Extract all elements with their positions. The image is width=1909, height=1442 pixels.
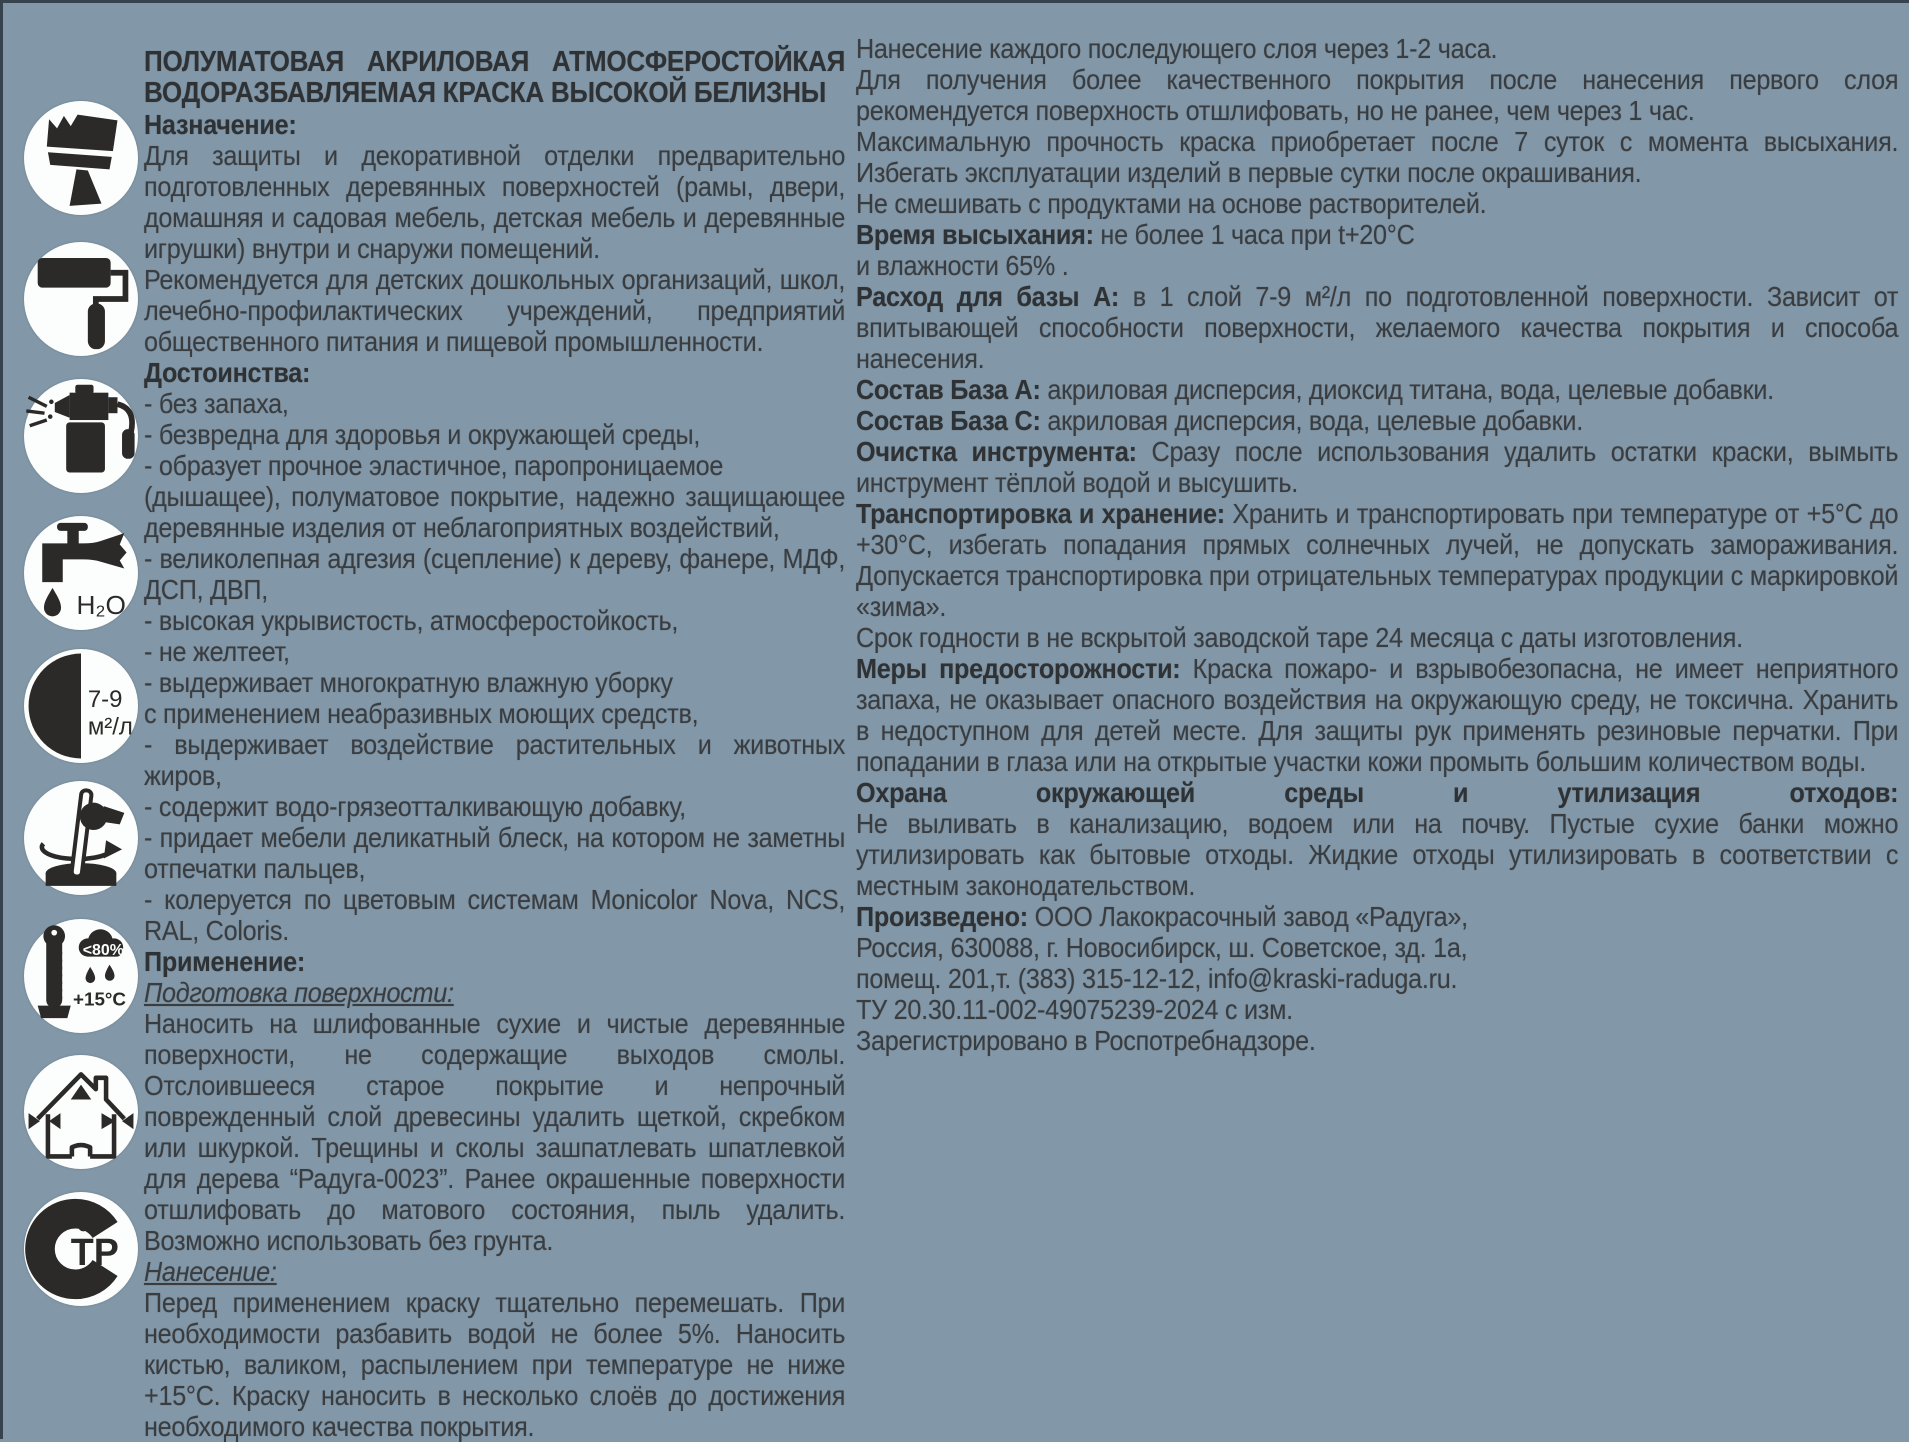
precautions: Меры предосторожности: Краска пожаро- и взрывобезопасна, не имеет неприятного запаха, не оказывает опасного воздействия на окружающую среду, не токсична. Хранить в недоступном для детей месте. Для защиты рук применять резиновые перчатки. При попадании в глаза или на открытые участки кожи промыть большим количеством воды.	[856, 653, 1899, 777]
right-column-paragraph-12: Срок годности в не вскрытой заводской таре 24 месяца с даты изготовления.	[856, 622, 1743, 653]
left-column-paragraph-4: Рекомендуется для детских дошкольных организаций, школ, лечебно-профилактических учреждений, предприятий общественного питания и пищевой промышленности.	[144, 264, 846, 357]
left-column-paragraph-16: - содержит водо-грязеотталкивающую добавку,	[144, 791, 686, 822]
drying-time: Время высыхания: не более 1 часа при t+20°C	[856, 219, 1415, 250]
stirring-icon	[24, 781, 138, 895]
composition-base-c-bold-lead: Состав База С:	[856, 405, 1041, 436]
right-column	[856, 33, 1898, 1056]
right-column-paragraph-15: Не выливать в канализацию, водоем или на почву. Пустые сухие банки можно утилизировать как бытовые отходы. Жидкие отходы утилизировать в соответствии с местным законодательством.	[856, 808, 1899, 901]
right-column-paragraph-3: Максимальную прочность краска приобретает после 7 суток с момента высыхания. Избегать эксплуатации изделий в первые сутки после окрашивания.	[856, 126, 1899, 188]
water-tap-icon	[24, 516, 138, 630]
heading-application: Применение:	[144, 946, 306, 977]
composition-base-c: Состав База С: акриловая дисперсия, вода, целевые добавки.	[856, 405, 1583, 436]
composition-base-a-bold-lead: Состав База А:	[856, 374, 1041, 405]
certification-mark-icon	[24, 1192, 138, 1306]
left-column-paragraph-3: Для защиты и декоративной отделки предварительно подготовленных деревянных поверхностей (рамы, двери, домашняя и садовая мебель, детская мебель и деревянные игрушки) внутри и снаружи помещений.	[144, 140, 846, 264]
right-column-paragraph-6: и влажности 65% .	[856, 250, 1069, 281]
paintbrush-icon	[24, 101, 138, 215]
application-conditions-icon	[24, 919, 138, 1033]
left-column-paragraph-13: - выдерживает многократную влажную уборку	[144, 667, 673, 698]
right-column-paragraph-19: ТУ 20.30.11-002-49075239-2024 с изм.	[856, 994, 1293, 1025]
left-column	[144, 47, 845, 1442]
right-column-paragraph-18: помещ. 201,т. (383) 315-12-12, info@kraski-raduga.ru.	[856, 963, 1458, 994]
left-column-paragraph-6: - без запаха,	[144, 388, 289, 419]
heading-advantages: Достоинства:	[144, 357, 311, 388]
left-column-paragraph-18: - колеруется по цветовым системам Monicolor Nova, NCS, RAL, Coloris.	[144, 884, 846, 946]
left-column-paragraph-9: (дышащее), полуматовое покрытие, надежно защищающее деревянные изделия от неблагоприятных воздействий,	[144, 481, 846, 543]
left-column-paragraph-11: - высокая укрывистость, атмосферостойкость,	[144, 605, 679, 636]
tool-cleaning: Очистка инструмента: Сразу после использования удалить остатки краски, вымыть инструмент тёплой водой и высушить.	[856, 436, 1899, 498]
left-column-paragraph-14: с применением неабразивных моющих средств,	[144, 698, 699, 729]
spray-gun-icon	[24, 379, 138, 493]
consumption-base-a: Расход для базы А: в 1 слой 7-9 м²/л по подготовленной поверхности. Зависит от впитывающей способности поверхности, желаемого качества покрытия и способа нанесения.	[856, 281, 1899, 374]
heading-purpose: Назначение:	[144, 109, 297, 140]
right-column-paragraph-17: Россия, 630088, г. Новосибирск, ш. Советское, зд. 1а,	[856, 932, 1468, 963]
right-column-paragraph-20: Зарегистрировано в Роспотребнадзоре.	[856, 1025, 1316, 1056]
coverage-icon	[24, 649, 138, 763]
tool-cleaning-bold-lead: Очистка инструмента:	[856, 436, 1137, 467]
left-column-paragraph-7: - безвредна для здоровья и окружающей среды,	[144, 419, 701, 450]
right-column-paragraph-4: Не смешивать с продуктами на основе растворителей.	[856, 188, 1487, 219]
composition-base-a: Состав База А: акриловая дисперсия, диоксид титана, вода, целевые добавки.	[856, 374, 1774, 405]
left-column-paragraph-15: - выдерживает воздействие растительных и животных жиров,	[144, 729, 846, 791]
manufacturer-bold-lead: Произведено:	[856, 901, 1028, 932]
left-column-paragraph-8: - образует прочное эластичное, паропроницаемое	[144, 450, 724, 481]
water-label: H₂O	[76, 590, 126, 621]
drying-time-bold-lead: Время высыхания:	[856, 219, 1094, 250]
humidity-label: <80%	[82, 941, 124, 959]
transport-storage-bold-lead: Транспортировка и хранение:	[856, 498, 1225, 529]
coverage-unit: м²/л	[87, 713, 133, 741]
subheading-surface-preparation: Подготовка поверхности:	[144, 977, 454, 1008]
paint-roller-icon	[24, 242, 138, 356]
temperature-label: +15°C	[73, 988, 127, 1010]
indoor-outdoor-use-icon	[24, 1055, 138, 1169]
right-column-paragraph-2: Для получения более качественного покрытия после нанесения первого слоя рекомендуется поверхность отшлифовать, но не ранее, чем через 1 час.	[856, 64, 1899, 126]
subheading-application-method: Нанесение:	[144, 1256, 277, 1287]
product-title: ПОЛУМАТОВАЯ АКРИЛОВАЯ АТМОСФЕРОСТОЙКАЯ ВОДОРАЗБАВЛЯЕМАЯ КРАСКА ВЫСОКОЙ БЕЛИЗНЫ	[144, 46, 846, 109]
coverage-value: 7-9	[87, 686, 123, 714]
left-column-paragraph-12: - не желтеет,	[144, 636, 290, 667]
certification-tr-label: ТР	[70, 1230, 119, 1273]
precautions-bold-lead: Меры предосторожности:	[856, 653, 1181, 684]
left-column-paragraph-21: Наносить на шлифованные сухие и чистые деревянные поверхности, не содержащие выходов смолы. Отслоившееся старое покрытие и непрочный поврежденный слой древесины удалить щеткой, скребком или шкуркой. Трещины и сколы зашпатлевать шпатлевкой для дерева “Радуга-0023”. Ранее окрашенные поверхности отшлифовать до матового состояния, пыль удалить. Возможно использовать без грунта.	[144, 1008, 846, 1256]
left-column-paragraph-17: - придает мебели деликатный блеск, на котором не заметны отпечатки пальцев,	[144, 822, 846, 884]
consumption-base-a-bold-lead: Расход для базы А:	[856, 281, 1119, 312]
right-column-paragraph-1: Нанесение каждого последующего слоя через 1-2 часа.	[856, 33, 1498, 64]
left-column-paragraph-23: Перед применением краску тщательно перемешать. При необходимости разбавить водой не более 5%. Наносить кистью, валиком, распылением при температуре не ниже +15°С. Краску наносить в несколько слоёв до достижения необходимого качества покрытия.	[144, 1287, 846, 1442]
heading-environment: Охрана окружающей среды и утилизация отходов:	[856, 777, 1899, 808]
left-column-paragraph-10: - великолепная адгезия (сцепление) к дереву, фанере, МДФ, ДСП, ДВП,	[144, 543, 846, 605]
transport-storage: Транспортировка и хранение: Хранить и транспортировать при температуре от +5°С до +30°С, избегать попадания прямых солнечных лучей, не допускать замораживания. Допускается транспортировка при отрицательных температурах продукции с маркировкой «зима».	[856, 498, 1899, 622]
manufacturer: Произведено: ООО Лакокрасочный завод «Радуга»,	[856, 901, 1468, 932]
